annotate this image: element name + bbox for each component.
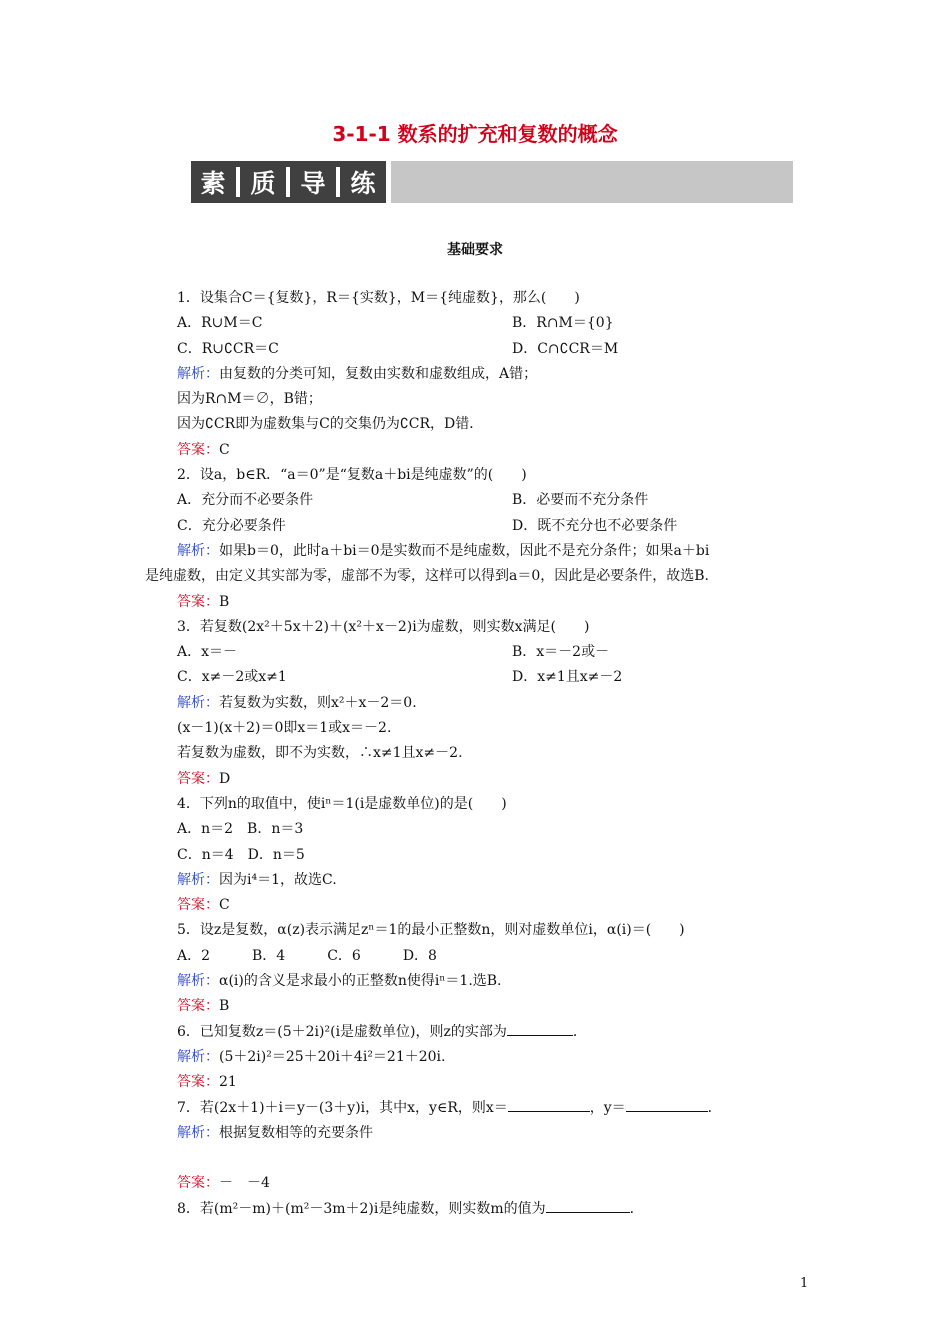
answer-label: 答案： xyxy=(177,593,219,610)
solution-text: 根据复数相等的充要条件 xyxy=(219,1124,373,1141)
question-5-answer xyxy=(145,994,807,1019)
answer-label: 答案： xyxy=(177,897,219,914)
spacer xyxy=(145,1146,807,1171)
stem-text: 8．若(m²－m)＋(m²－3m＋2)i是纯虚数，则实数m的值为 xyxy=(177,1200,546,1217)
question-6-solution xyxy=(145,1045,807,1070)
question-3-options-cd xyxy=(145,665,807,690)
option-a: A．R∪M＝C xyxy=(177,315,263,332)
stem-tail: ． xyxy=(629,1200,644,1217)
answer-value: C xyxy=(219,897,230,914)
solution-label: 解析： xyxy=(177,973,219,990)
solution-text: (5＋2i)²＝25＋20i＋4i²＝21＋20i. xyxy=(219,1048,446,1065)
solution-text: 因为R∩M＝∅，B错； xyxy=(177,391,322,408)
question-1-solution xyxy=(145,362,807,387)
solution-text: 若复数为实数，则x²＋x－2＝0. xyxy=(219,694,417,711)
option-c: C．x≠－2或x≠1 xyxy=(177,669,287,686)
option-d: D．C∩∁CR＝M xyxy=(512,340,619,357)
answer-label: 答案： xyxy=(177,441,219,458)
option-a: A．充分而不必要条件 xyxy=(177,492,314,509)
stem-tail: ． xyxy=(572,1023,587,1040)
option-b: B．R∩M＝{0} xyxy=(512,315,614,332)
question-5-options: A．2 B．4 C．6 D．8 xyxy=(177,947,437,964)
banner-divider xyxy=(336,167,340,197)
question-5-stem: 5．设z是复数，α(z)表示满足zⁿ＝1的最小正整数n，则对虚数单位i，α(i)＝( ) xyxy=(177,922,685,939)
question-2-options-cd xyxy=(145,514,807,539)
banner-char-4: 练 xyxy=(350,169,376,198)
option-d: D．既不充分也不必要条件 xyxy=(512,517,678,534)
question-2-solution xyxy=(145,539,807,564)
option-a: A．x＝－ xyxy=(177,644,238,661)
section-banner xyxy=(191,161,793,203)
solution-text: 因为i⁴＝1，故选C. xyxy=(219,871,337,888)
banner-char-2: 质 xyxy=(250,169,276,198)
solution-label: 解析： xyxy=(177,871,219,888)
banner-label-box xyxy=(191,161,386,203)
answer-value: D xyxy=(219,770,231,787)
answer-blank-y xyxy=(626,1097,708,1112)
question-3-options-ab xyxy=(145,640,807,665)
answer-label: 答案： xyxy=(177,1175,219,1192)
stem-text: 7．若(2x＋1)＋i＝y－(3＋y)i，其中x，y∈R，则x＝ xyxy=(177,1099,508,1116)
option-b: B．必要而不充分条件 xyxy=(512,492,649,509)
option-d: D．x≠1且x≠－2 xyxy=(512,669,623,686)
answer-blank xyxy=(507,1021,573,1036)
answer-value: 21 xyxy=(219,1074,237,1091)
solution-text: 由复数的分类可知，复数由实数和虚数组成，A错； xyxy=(219,365,538,382)
question-1-stem: 1．设集合C＝{复数}，R＝{实数}，M＝{纯虚数}，那么( ) xyxy=(177,290,580,306)
solution-text: 是纯虚数，由定义其实部为零，虚部不为零，这样可以得到a＝0，因此是必要条件，故选B. xyxy=(145,568,709,585)
solution-label: 解析： xyxy=(177,694,219,711)
stem-middle: ，y＝ xyxy=(589,1099,626,1116)
question-2-answer xyxy=(145,590,807,615)
question-2-options-ab xyxy=(145,488,807,513)
solution-label: 解析： xyxy=(177,542,219,559)
solution-text: α(i)的含义是求最小的正整数n使得iⁿ＝1.选B. xyxy=(219,973,502,990)
banner-char-3: 导 xyxy=(300,169,326,198)
question-6-stem xyxy=(145,1020,807,1045)
question-6-answer xyxy=(145,1070,807,1095)
stem-tail: ． xyxy=(707,1099,722,1116)
stem-text: 6．已知复数z＝(5＋2i)²(i是虚数单位)，则z的实部为 xyxy=(177,1023,507,1040)
solution-label: 解析： xyxy=(177,1124,219,1141)
solution-text: 如果b＝0，此时a＋bi＝0是实数而不是纯虚数，因此不是充分条件；如果a＋bi xyxy=(219,542,710,559)
answer-label: 答案： xyxy=(177,770,219,787)
question-4-options-cd: C．n＝4 D．n＝5 xyxy=(177,846,305,863)
question-1-options-cd xyxy=(145,337,807,362)
question-7-solution xyxy=(145,1121,807,1146)
question-3-answer xyxy=(145,767,807,792)
answer-blank-x xyxy=(508,1097,590,1112)
question-4-stem: 4．下列n的取值中，使iⁿ＝1(i是虚数单位)的是( ) xyxy=(177,795,507,812)
answer-value: C xyxy=(219,441,230,458)
question-4-options-ab: A．n＝2 B．n＝3 xyxy=(177,821,304,838)
option-b: B．x＝－2或－ xyxy=(512,644,610,661)
solution-text: 因为∁CR即为虚数集与C的交集仍为∁CR，D错． xyxy=(177,416,484,433)
answer-label: 答案： xyxy=(177,998,219,1015)
solution-text: (x－1)(x＋2)＝0即x＝1或x＝－2. xyxy=(177,720,392,737)
answer-value: － －4 xyxy=(219,1175,270,1192)
answer-value: B xyxy=(219,593,230,610)
question-list xyxy=(145,286,807,1222)
question-1-options-ab xyxy=(145,311,807,336)
option-c: C．R∪∁CR＝C xyxy=(177,340,279,357)
banner-divider xyxy=(286,167,290,197)
banner-bar xyxy=(391,161,793,203)
solution-label: 解析： xyxy=(177,365,219,382)
question-7-stem xyxy=(145,1096,807,1121)
option-c: C．充分必要条件 xyxy=(177,517,286,534)
page-number: 1 xyxy=(800,1276,809,1291)
question-7-answer xyxy=(145,1171,807,1196)
section-subtitle: 基础要求 xyxy=(447,242,503,258)
question-3-solution xyxy=(145,691,807,716)
banner-divider xyxy=(236,167,240,197)
answer-blank xyxy=(546,1198,630,1213)
question-1-answer xyxy=(145,438,807,463)
solution-label: 解析： xyxy=(177,1048,219,1065)
banner-char-1: 素 xyxy=(200,169,226,198)
question-4-answer xyxy=(145,893,807,918)
question-3-stem: 3．若复数(2x²＋5x＋2)＋(x²＋x－2)i为虚数，则实数x满足( ) xyxy=(177,618,590,635)
document-title: 3-1-1 数系的扩充和复数的概念 xyxy=(332,122,618,146)
question-4-solution xyxy=(145,868,807,893)
question-5-solution xyxy=(145,969,807,994)
answer-label: 答案： xyxy=(177,1074,219,1091)
answer-value: B xyxy=(219,998,230,1015)
solution-text: 若复数为虚数，即不为实数，∴x≠1且x≠－2. xyxy=(177,745,463,762)
question-2-stem: 2．设a，b∈R．“a＝0”是“复数a＋bi是纯虚数”的( ) xyxy=(177,467,527,484)
question-8-stem xyxy=(145,1197,807,1222)
